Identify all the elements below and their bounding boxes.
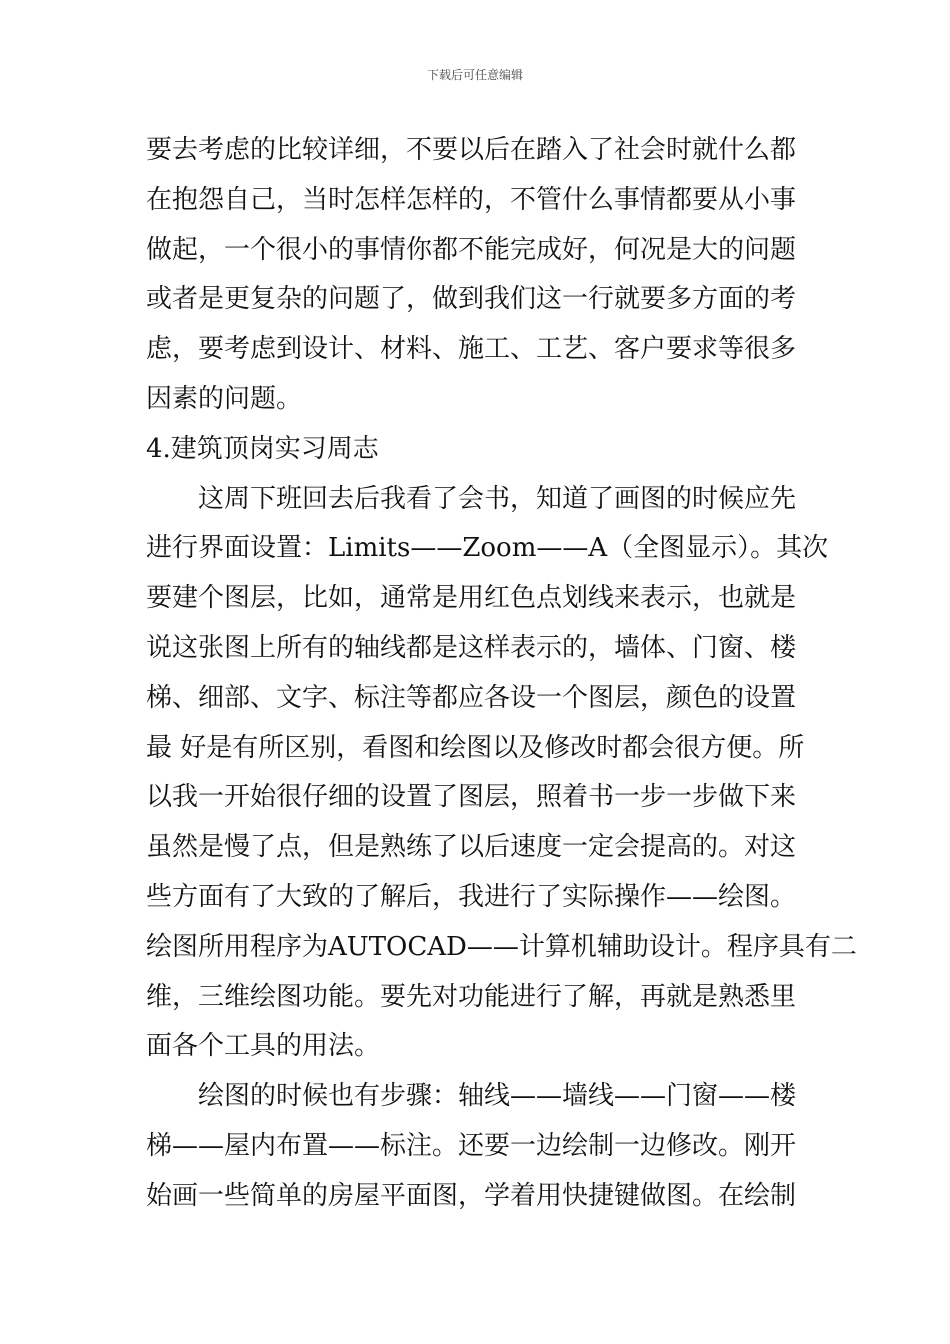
text-line: 或者是更复杂的问题了，做到我们这一行就要多方面的考	[146, 284, 797, 315]
paragraph	[146, 126, 806, 425]
text-line: 4.建筑顶岗实习周志	[146, 433, 379, 464]
text-line: 最 好是有所区别，看图和绘图以及修改时都会很方便。所	[146, 732, 805, 763]
paragraph	[146, 1072, 806, 1221]
text-line: 因素的问题。	[146, 383, 303, 414]
text-line: 面各个工具的用法。	[146, 1031, 381, 1062]
text-line: 做起，一个很小的事情你都不能完成好，何况是大的问题	[146, 234, 797, 265]
text-line: 说这张图上所有的轴线都是这样表示的，墙体、门窗、楼	[146, 632, 797, 663]
text-line: 虑，要考虑到设计、材料、施工、工艺、客户要求等很多	[146, 334, 797, 365]
text-line: 绘图所用程序为AUTOCAD——计算机辅助设计。程序具有二	[146, 931, 857, 962]
text-line: 在抱怨自己，当时怎样怎样的，不管什么事情都要从小事	[146, 184, 797, 215]
paragraph	[146, 475, 857, 1073]
text-line: 些方面有了大致的了解后，我进行了实际操作——绘图。	[146, 881, 797, 912]
page-header: 下载后可任意编辑	[426, 68, 523, 82]
text-line: 梯、细部、文字、标注等都应各设一个图层，颜色的设置	[146, 682, 797, 713]
text-line: 要建个图层，比如，通常是用红色点划线来表示，也就是	[146, 583, 797, 614]
text-line: 以我一开始很仔细的设置了图层，照着书一步一步做下来	[146, 782, 797, 813]
document-body	[146, 126, 857, 1222]
text-line: 始画一些简单的房屋平面图，学着用快捷键做图。在绘制	[146, 1180, 797, 1211]
text-line: 绘图的时候也有步骤：轴线——墙线——门窗——楼	[198, 1081, 797, 1112]
text-line: 要去考虑的比较详细，不要以后在踏入了社会时就什么都	[146, 135, 797, 165]
text-line: 维，三维绘图功能。要先对功能进行了解，再就是熟悉里	[146, 981, 797, 1012]
text-line: 梯——屋内布置——标注。还要一边绘制一边修改。刚开	[146, 1130, 797, 1161]
paragraph	[146, 425, 806, 475]
text-line: 进行界面设置：Limits——Zoom——A（全图显示）。其次	[146, 533, 829, 564]
text-line: 虽然是慢了点，但是熟练了以后速度一定会提高的。对这	[146, 832, 797, 863]
text-line: 这周下班回去后我看了会书，知道了画图的时候应先	[198, 483, 797, 514]
